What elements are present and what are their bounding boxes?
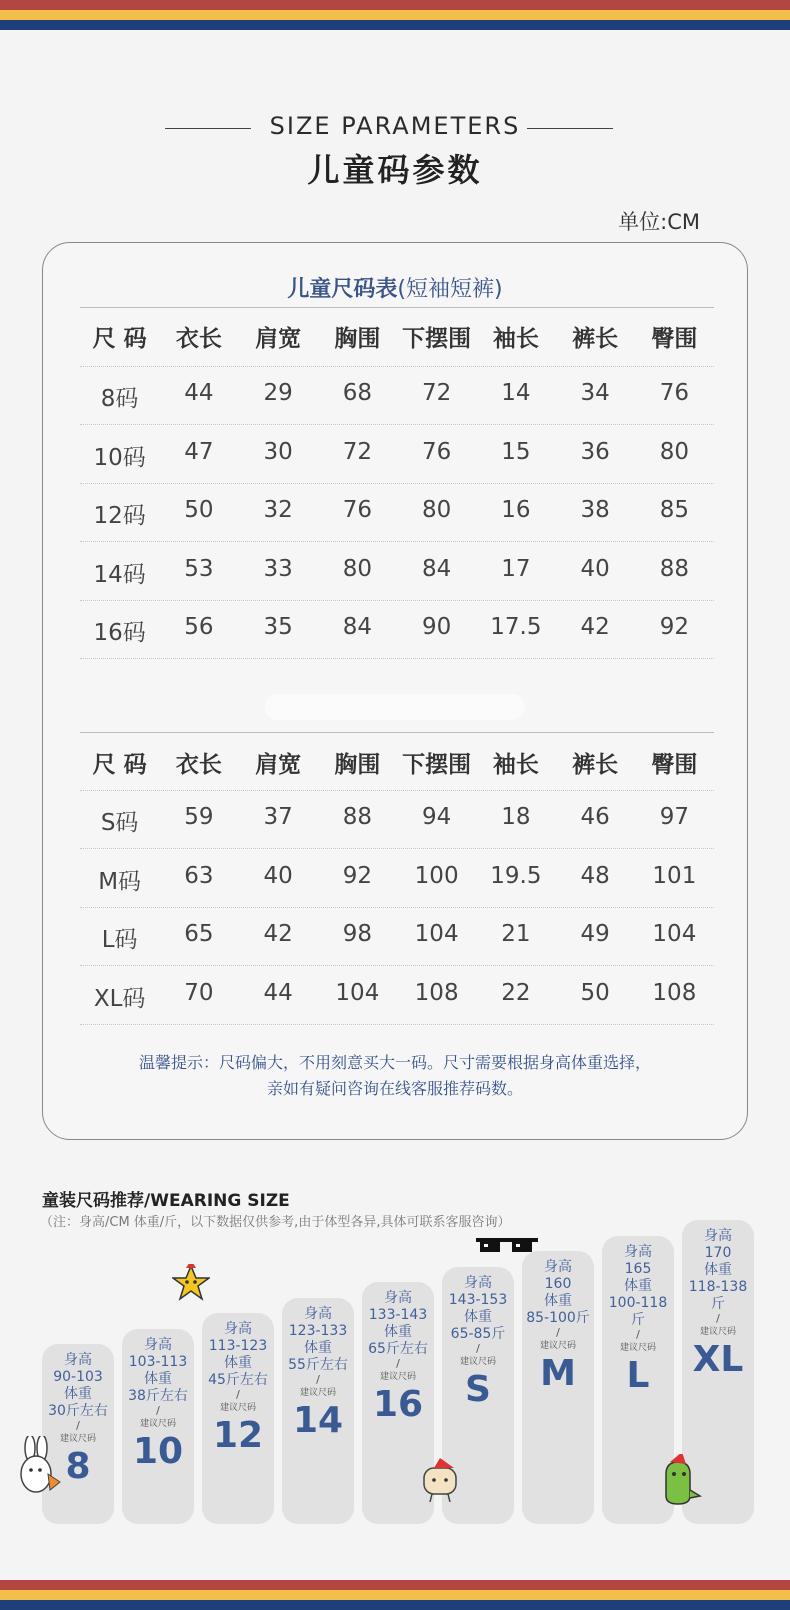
table-row — [80, 556, 714, 589]
table-row — [80, 921, 714, 954]
table-cell: 65 — [184, 921, 214, 947]
recommend-label: 建议尺码 — [379, 1372, 416, 1382]
size-value: 12 — [212, 1415, 264, 1456]
weight-label: 体重 — [544, 1293, 572, 1309]
column-header: 臀围 — [651, 326, 698, 352]
table-cell: 50 — [580, 979, 610, 1006]
table-cell: M码 — [98, 868, 142, 895]
table-cell: 101 — [652, 862, 697, 889]
size-pill-8 — [42, 1344, 114, 1524]
row-divider — [80, 541, 714, 542]
table-cell: 34 — [580, 380, 610, 406]
divider-slash: / — [716, 1312, 720, 1325]
column-header: 裤长 — [572, 326, 619, 352]
table-cell: 76 — [659, 380, 690, 406]
column-header: 下摆围 — [402, 752, 472, 778]
table-cell: 14码 — [93, 561, 146, 588]
row-divider — [80, 907, 714, 908]
height-label: 身高 — [384, 1290, 412, 1306]
size-value: L — [626, 1354, 650, 1396]
table-row — [80, 497, 714, 530]
column-header: 肩宽 — [255, 326, 302, 352]
column-header: 袖长 — [492, 752, 539, 778]
size-value: 16 — [372, 1384, 424, 1425]
size-table-title-main: 儿童尺码表 — [287, 277, 398, 302]
table-cell: 76 — [342, 497, 373, 523]
table-cell: 38 — [580, 497, 610, 523]
row-divider — [80, 965, 714, 966]
table-divider — [80, 307, 714, 308]
size-pill-14 — [282, 1298, 354, 1525]
table-cell: 15 — [501, 438, 531, 465]
row-divider — [80, 848, 714, 849]
table-cell: 17.5 — [490, 614, 542, 640]
table-cell: 29 — [263, 380, 293, 406]
recommend-label: 建议尺码 — [219, 1403, 256, 1413]
height-value: 103-113 — [128, 1353, 188, 1370]
height-value: 90-103 — [53, 1369, 103, 1385]
table-cell: 22 — [501, 979, 531, 1006]
table-cell: 104 — [652, 921, 697, 947]
size-value: XL — [692, 1339, 744, 1380]
table-row — [80, 863, 714, 896]
table-row — [80, 380, 714, 413]
table-cell: 17 — [501, 555, 531, 582]
weight-value: 38斤左右 — [128, 1387, 188, 1404]
table-cell: 19.5 — [490, 862, 542, 889]
wearing-size-subtitle: （注：身高/CM 体重/斤，以下数据仅供参考,由于体型各异,具体可联系客服咨询） — [40, 1215, 511, 1230]
recommend-label: 建议尺码 — [299, 1387, 336, 1398]
table-cell: 30 — [263, 438, 293, 465]
row-divider — [80, 366, 714, 367]
table-cell: 33 — [263, 555, 293, 582]
table-cell: 80 — [342, 555, 373, 582]
note-line-2: 亲如有疑问咨询在线客服推荐码数。 — [266, 1079, 523, 1098]
table-cell: 49 — [580, 921, 610, 947]
height-value: 170 — [704, 1245, 732, 1261]
column-header: 胸围 — [334, 752, 381, 778]
height-label: 身高 — [464, 1274, 492, 1291]
weight-value: 45斤左右 — [208, 1372, 268, 1388]
table-cell: 108 — [414, 979, 459, 1006]
table-cell: 32 — [263, 497, 293, 523]
table-cell: 16码 — [93, 620, 146, 646]
table-cell: 88 — [659, 555, 690, 582]
weight-label: 体重 — [704, 1262, 732, 1278]
height-label: 身高 — [304, 1305, 332, 1322]
table-cell: 10码 — [93, 444, 146, 471]
recommend-label: 建议尺码 — [59, 1434, 96, 1444]
weight-label: 体重 — [304, 1339, 332, 1356]
unit-label: 单位:CM — [618, 210, 700, 234]
wearing-size-title: 童装尺码推荐/WEARING SIZE — [42, 1191, 290, 1211]
divider-slash: / — [556, 1326, 560, 1339]
table-row — [80, 614, 714, 647]
table-cell: 46 — [580, 804, 610, 830]
column-header: 衣长 — [175, 326, 222, 352]
table-cell: 63 — [184, 862, 214, 889]
table-cell: 21 — [501, 921, 531, 947]
table-cell: 92 — [659, 614, 690, 640]
table-cell: 16 — [501, 497, 531, 523]
weight-label: 体重 — [624, 1277, 652, 1294]
table-cell: 84 — [342, 614, 373, 640]
divider-slash: / — [156, 1403, 160, 1417]
weight-label: 体重 — [64, 1386, 92, 1402]
weight-value: 118-138斤 — [688, 1279, 748, 1312]
table-cell: 14 — [501, 380, 531, 406]
row-divider — [80, 790, 714, 791]
note-line-1: 温馨提示：尺码偏大，不用刻意买大一码。尺寸需要根据身高体重选择， — [138, 1053, 651, 1072]
height-label: 身高 — [64, 1352, 92, 1368]
table-header-row — [80, 746, 714, 779]
table-cell: 80 — [421, 497, 452, 523]
height-label: 身高 — [144, 1336, 172, 1353]
weight-label: 体重 — [144, 1370, 172, 1387]
table-cell: 42 — [263, 921, 293, 947]
weight-value: 65-85斤 — [450, 1325, 506, 1342]
table-cell: 84 — [421, 555, 452, 582]
size-value: M — [540, 1353, 576, 1394]
size-value: S — [465, 1368, 491, 1410]
size-value: 10 — [132, 1430, 184, 1472]
table-row — [80, 980, 714, 1013]
height-label: 身高 — [624, 1243, 652, 1260]
column-header: 臀围 — [651, 752, 698, 778]
recommend-label: 建议尺码 — [619, 1342, 656, 1353]
dinosaur-icon — [656, 1454, 702, 1506]
table-cell: 59 — [184, 804, 214, 830]
table-cell: 48 — [580, 862, 610, 889]
table-cell: S码 — [100, 810, 139, 836]
table-row — [80, 439, 714, 472]
size-table-title-sub: (短袖短裤) — [397, 277, 503, 302]
recommend-label: 建议尺码 — [699, 1327, 736, 1337]
bottom-stripe — [0, 1580, 790, 1610]
recommend-label: 建议尺码 — [139, 1418, 176, 1429]
table-cell: 97 — [659, 804, 690, 830]
column-header: 裤长 — [572, 752, 619, 778]
star-icon — [172, 1264, 210, 1302]
table-header-row — [80, 320, 714, 353]
column-header: 衣长 — [175, 752, 222, 778]
table-cell: XL码 — [93, 985, 146, 1012]
size-pill-12 — [202, 1313, 274, 1524]
height-value: 143-153 — [448, 1291, 508, 1308]
size-value: 14 — [292, 1399, 344, 1441]
rabbit-icon — [16, 1436, 64, 1496]
size-pill-10 — [122, 1329, 194, 1525]
top-stripe — [0, 0, 790, 30]
divider-slash: / — [76, 1419, 80, 1432]
table-cell: 70 — [184, 979, 214, 1006]
header-title-cn: 儿童码参数 — [307, 151, 483, 189]
table-cell: 50 — [184, 497, 214, 523]
weight-label: 体重 — [384, 1324, 412, 1340]
table-cell: 12码 — [93, 503, 146, 529]
height-label: 身高 — [704, 1228, 732, 1244]
table-cell: 42 — [580, 614, 610, 640]
row-divider — [80, 483, 714, 484]
size-table-title — [0, 272, 790, 303]
column-header: 肩宽 — [255, 752, 302, 778]
table-cell: 80 — [659, 438, 690, 465]
divider-slash: / — [636, 1327, 640, 1341]
weight-value: 55斤左右 — [288, 1356, 348, 1373]
table-cell: 37 — [263, 804, 293, 830]
table-cell: 68 — [342, 380, 373, 406]
recommend-label: 建议尺码 — [539, 1341, 576, 1351]
table-row — [80, 804, 714, 837]
table-cell: 85 — [659, 497, 690, 523]
table-divider — [80, 732, 714, 733]
row-divider — [80, 600, 714, 601]
column-header: 袖长 — [492, 326, 539, 352]
table-cell: 53 — [184, 555, 214, 582]
table-cell: 56 — [184, 614, 214, 640]
table-cell: 92 — [342, 862, 373, 889]
divider-slash: / — [476, 1341, 480, 1355]
height-label: 身高 — [224, 1321, 252, 1337]
weight-value: 30斤左右 — [48, 1403, 108, 1419]
column-header: 尺 码 — [92, 752, 147, 778]
recommend-label: 建议尺码 — [459, 1356, 496, 1367]
row-divider — [80, 658, 714, 659]
table-cell: 72 — [421, 380, 452, 406]
table-cell: 44 — [263, 979, 293, 1006]
header-title-en: SIZE PARAMETERS — [269, 112, 521, 140]
table-cell: 94 — [421, 804, 452, 830]
weight-label: 体重 — [464, 1308, 492, 1325]
table-cell: L码 — [101, 927, 138, 953]
table-cell: 44 — [184, 380, 214, 406]
size-value: 8 — [65, 1446, 91, 1487]
blurred-separator — [265, 694, 525, 720]
height-label: 身高 — [544, 1259, 572, 1275]
table-cell: 72 — [342, 438, 373, 465]
weight-value: 85-100斤 — [526, 1310, 590, 1326]
toast-icon — [420, 1458, 462, 1502]
size-pill-m — [522, 1251, 594, 1524]
table-cell: 104 — [335, 979, 380, 1006]
table-cell: 35 — [263, 614, 293, 640]
divider-slash: / — [316, 1372, 320, 1386]
table-cell: 40 — [580, 555, 610, 582]
table-cell: 108 — [652, 979, 697, 1006]
height-value: 160 — [544, 1276, 572, 1292]
row-divider — [80, 424, 714, 425]
divider-slash: / — [236, 1388, 240, 1401]
divider-slash: / — [396, 1357, 400, 1370]
height-value: 113-123 — [208, 1338, 268, 1354]
weight-value: 65斤左右 — [368, 1341, 428, 1357]
table-cell: 40 — [263, 862, 293, 889]
height-value: 165 — [624, 1260, 652, 1277]
sunglasses-icon — [476, 1236, 538, 1258]
table-cell: 100 — [414, 862, 459, 889]
column-header: 尺 码 — [92, 326, 147, 352]
table-cell: 98 — [342, 921, 373, 947]
table-cell: 90 — [421, 614, 452, 640]
table-cell: 88 — [342, 804, 373, 830]
weight-value: 100-118斤 — [608, 1294, 668, 1328]
column-header: 下摆围 — [402, 326, 472, 352]
table-cell: 36 — [580, 438, 610, 465]
table-cell: 18 — [501, 804, 531, 830]
weight-label: 体重 — [224, 1355, 252, 1371]
row-divider — [80, 1024, 714, 1025]
table-cell: 47 — [184, 438, 214, 465]
column-header: 胸围 — [334, 326, 381, 352]
height-value: 123-133 — [288, 1322, 348, 1339]
table-cell: 8码 — [100, 386, 139, 412]
table-cell: 104 — [414, 921, 459, 947]
table-cell: 76 — [421, 438, 452, 465]
height-value: 133-143 — [368, 1307, 428, 1323]
